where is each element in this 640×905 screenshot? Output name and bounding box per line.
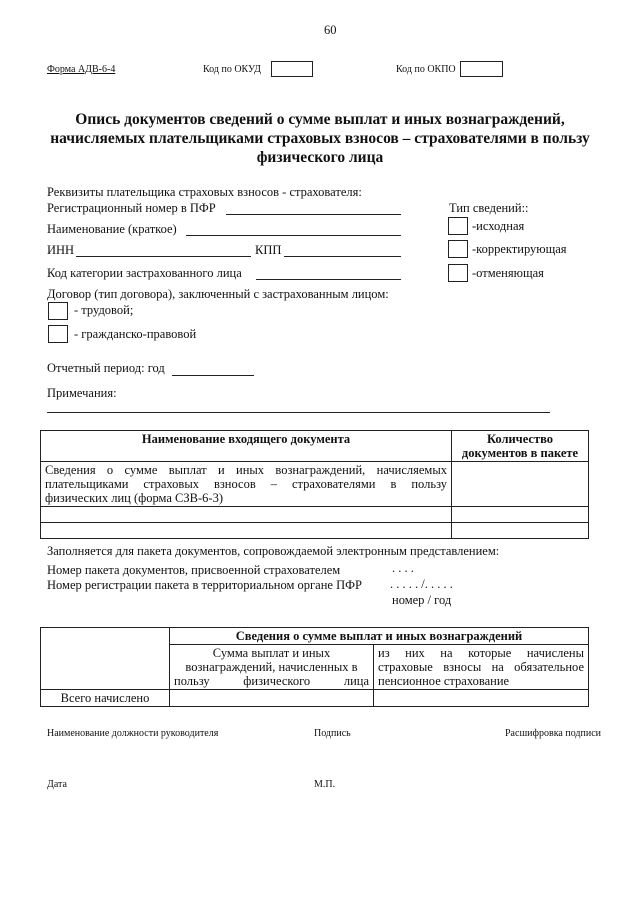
info-type-initial-checkbox[interactable] — [448, 217, 468, 235]
doc-empty-row-1-name[interactable] — [41, 507, 452, 523]
position-label: Наименование должности руководителя — [47, 728, 219, 739]
sums-table — [40, 627, 589, 707]
kpp-label: КПП — [255, 243, 282, 257]
inn-field[interactable] — [76, 256, 251, 257]
insured-category-label: Код категории застрахованного лица — [47, 266, 242, 280]
period-year-field[interactable] — [172, 375, 254, 376]
doc-name-header: Наименование входящего документа — [41, 431, 452, 462]
package-number-value[interactable]: . . . . — [392, 561, 414, 575]
kpp-field[interactable] — [284, 256, 401, 257]
doc-title-line-2: начисляемых плательщиками страховых взносов – страхователями в пользу — [50, 130, 590, 147]
info-type-cancel-label: -отменяющая — [472, 266, 544, 280]
notes-label: Примечания: — [47, 386, 117, 400]
insured-category-field[interactable] — [256, 279, 401, 280]
electronic-note: Заполняется для пакета документов, сопровождаемой электронным представлением: — [47, 544, 500, 558]
info-type-corrective-label: -корректирующая — [472, 242, 567, 256]
doc-title-line-1: Опись документов сведений о сумме выплат и иных вознаграждений, — [75, 111, 565, 128]
reg-number-label: Регистрационный номер в ПФР — [47, 201, 216, 215]
inn-label: ИНН — [47, 243, 75, 257]
name-short-field[interactable] — [186, 235, 401, 236]
stamp-label: М.П. — [314, 779, 336, 790]
doc-empty-row-2-count[interactable] — [452, 523, 589, 539]
contract-labor-checkbox[interactable] — [48, 302, 68, 320]
notes-field[interactable] — [47, 412, 550, 413]
info-type-cancel-checkbox[interactable] — [448, 264, 468, 282]
contract-labor-label: - трудовой; — [74, 303, 134, 317]
okpo-label: Код по ОКПО — [396, 64, 456, 75]
doc-count-header: Количество документов в пакете — [452, 431, 589, 462]
sums-corner-lower — [41, 645, 170, 690]
sums-total-label: Всего начислено — [41, 690, 170, 707]
okpo-field[interactable] — [460, 61, 503, 77]
package-reg-value[interactable]: . . . . . /. . . . . — [390, 577, 453, 591]
signature-label: Подпись — [314, 728, 351, 739]
info-type-corrective-checkbox[interactable] — [448, 240, 468, 258]
doc-title-line-3: физического лица — [256, 149, 384, 166]
okud-field[interactable] — [271, 61, 313, 77]
doc-row-name: Сведения о сумме выплат и иных вознаграждений, начисляемых плательщиками страховых взносов – страхователями в пользу физических лиц (форма СЗВ-6-3) — [41, 462, 452, 507]
contract-label: Договор (тип договора), заключенный с застрахованным лицом: — [47, 287, 389, 301]
date-label: Дата — [47, 779, 67, 790]
sums-corner — [41, 628, 170, 645]
info-type-heading: Тип сведений:: — [449, 201, 529, 215]
doc-empty-row-1-count[interactable] — [452, 507, 589, 523]
info-type-initial-label: -исходная — [472, 219, 525, 233]
contract-civil-checkbox[interactable] — [48, 325, 68, 343]
signature-decode-label: Расшифровка подписи — [505, 728, 601, 739]
sums-header: Сведения о сумме выплат и иных вознаграждений — [170, 628, 589, 645]
number-year-caption: номер / год — [392, 593, 452, 607]
doc-row-count[interactable] — [452, 462, 589, 507]
form-id: Форма АДВ-6-4 — [47, 64, 116, 75]
sums-total-col1[interactable] — [170, 690, 374, 707]
documents-table — [40, 430, 589, 539]
name-short-label: Наименование (краткое) — [47, 222, 177, 236]
contract-civil-label: - гражданско-правовой — [74, 327, 197, 341]
package-number-label: Номер пакета документов, присвоенной страхователем — [47, 563, 341, 577]
sums-col1-header: Сумма выплат и иных вознаграждений, начисленных в пользу физического лица — [170, 645, 374, 690]
okud-label: Код по ОКУД — [203, 64, 261, 75]
sums-total-col2[interactable] — [374, 690, 589, 707]
reg-number-field[interactable] — [226, 214, 401, 215]
package-reg-label: Номер регистрации пакета в территориальном органе ПФР — [47, 578, 362, 592]
period-label: Отчетный период: год — [47, 361, 165, 375]
page-number: 60 — [324, 23, 337, 37]
payer-heading: Реквизиты плательщика страховых взносов - страхователя: — [47, 185, 362, 199]
sums-col2-header: из них на которые начислены страховые взносы на обязательное пенсионное страхование — [374, 645, 589, 690]
doc-empty-row-2-name[interactable] — [41, 523, 452, 539]
